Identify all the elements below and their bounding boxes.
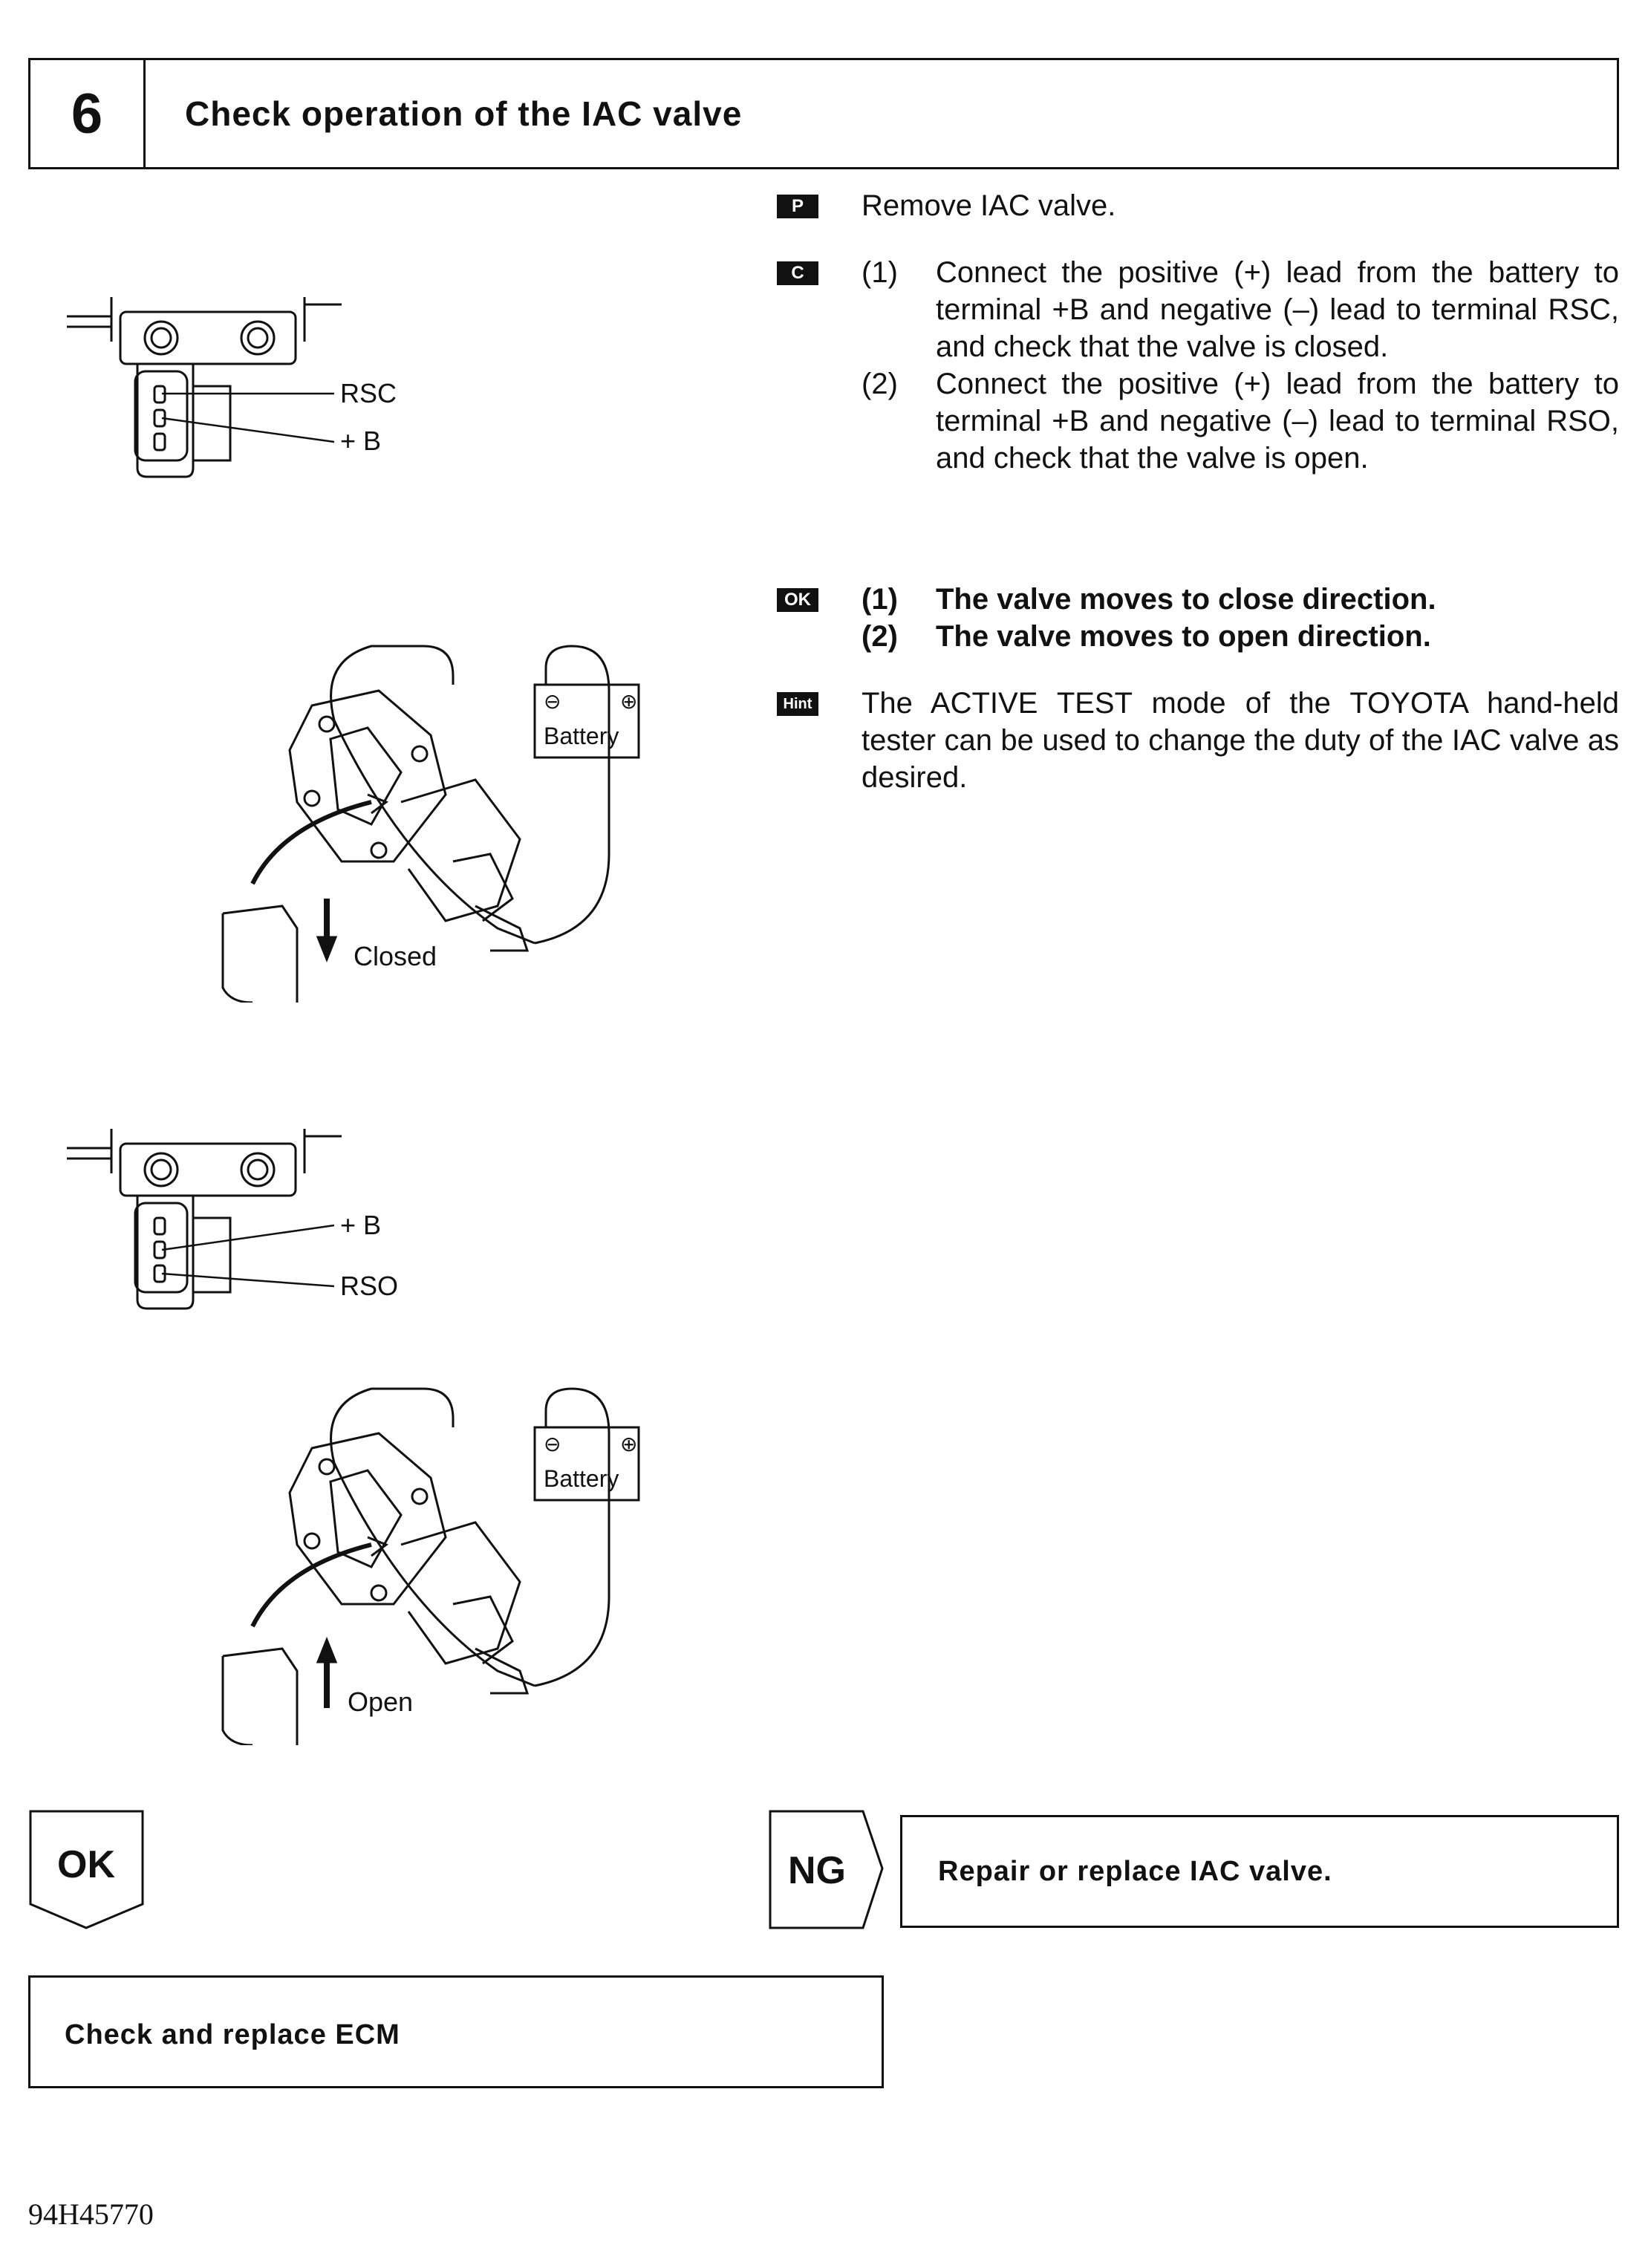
terminal-label-rsc: RSC: [340, 378, 397, 408]
ok-badge: OK: [777, 588, 818, 612]
ok-item: [862, 581, 1619, 618]
check-item-num: (2): [862, 368, 898, 400]
battery-plus-symbol: ⊕: [620, 1433, 638, 1456]
hint-text: The ACTIVE TEST mode of the TOYOTA hand-held tester can be used to change the duty of the IAC valve as desired.: [862, 687, 1619, 794]
ok-result-marker: [28, 1809, 147, 1935]
check-item-text: Connect the positive (+) lead from the battery to terminal +B and negative (–) lead to terminal RSO, and check that the valve is open.: [936, 368, 1619, 475]
prep-text: Remove IAC valve.: [862, 189, 1116, 222]
ok-action-text: Check and replace ECM: [65, 2019, 400, 2050]
check-item: [862, 365, 1619, 477]
ok-item-num: (2): [862, 620, 898, 653]
check-item-text: Connect the positive (+) lead from the battery to terminal +B and negative (–) lead to terminal RSC, and check that the valve is closed.: [936, 256, 1619, 363]
check-badge: C: [777, 261, 818, 285]
ok-item-num: (1): [862, 583, 898, 616]
valve-open-diagram: [208, 1359, 698, 1745]
ok-item-text: The valve moves to close direction.: [936, 583, 1436, 616]
ok-step: [862, 581, 1619, 655]
check-item-num: (1): [862, 256, 898, 289]
connector-diagram-closed: [67, 282, 438, 483]
state-label-open: Open: [348, 1687, 414, 1717]
terminal-label-b: + B: [340, 1210, 382, 1240]
connector-diagram-open: [67, 1114, 438, 1314]
ok-item-text: The valve moves to open direction.: [936, 620, 1431, 653]
step-title: Check operation of the IAC valve: [185, 94, 743, 133]
battery-label: Battery: [544, 723, 619, 749]
ng-action-text: Repair or replace IAC valve.: [938, 1856, 1332, 1887]
battery-minus-symbol: ⊖: [544, 690, 561, 713]
prep-badge: P: [777, 195, 818, 218]
hint-badge: Hint: [777, 692, 818, 716]
step-header: [28, 58, 1619, 169]
ng-result-marker: [768, 1809, 887, 1932]
hint-step: [862, 685, 1619, 796]
ng-result-label: NG: [788, 1849, 846, 1892]
valve-closed-diagram: [208, 616, 698, 1003]
ok-result-label: OK: [57, 1843, 115, 1886]
document-id: 94H45770: [28, 2197, 154, 2231]
battery-plus-symbol: ⊕: [620, 690, 638, 713]
prep-step: [862, 187, 1619, 224]
terminal-label-rso: RSO: [340, 1271, 399, 1301]
check-item: [862, 254, 1619, 365]
ok-action-box: [28, 1975, 884, 2088]
terminal-label-b: + B: [340, 426, 382, 456]
ok-item: [862, 618, 1619, 655]
battery-label: Battery: [544, 1465, 619, 1492]
battery-minus-symbol: ⊖: [544, 1433, 561, 1456]
step-number: 6: [30, 60, 146, 167]
state-label-closed: Closed: [354, 941, 437, 971]
ng-action-box: [900, 1815, 1619, 1928]
check-step: [862, 254, 1619, 477]
